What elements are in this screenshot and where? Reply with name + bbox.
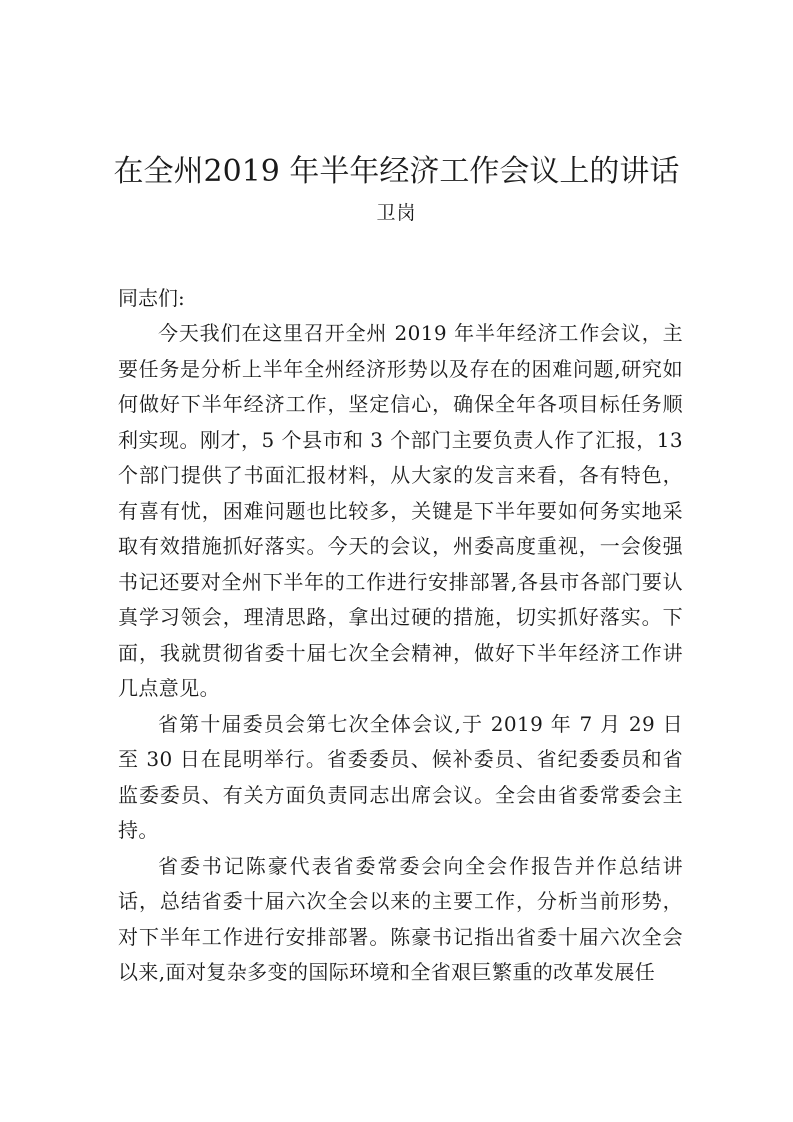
- salutation: 同志们:: [118, 286, 185, 310]
- speech-title: 在全州2019 年半年经济工作会议上的讲话: [113, 154, 680, 189]
- paragraph: 省第十届委员会第七次全体会议,于 2019 年 7 月 29 日至 30 日在昆明举行。省委委员、候补委员、省纪委委员和省监委委员、有关方面负责同志出席会议。全会由省委常委会主持。: [118, 711, 683, 842]
- paragraph: 今天我们在这里召开全州 2019 年半年经济工作会议，主要任务是分析上半年全州经济形势以及存在的困难问题,研究如何做好下半年经济工作，坚定信心，确保全年各项目标任务顺利实现。刚才，5 个县市和 3 个部门主要负责人作了汇报，13 个部门提供了书面汇报材料，从大家的发言来看，各有特色，有喜有忧，困难问题也比较多，关键是下半年要如何务实地采取有效措施抓好落实。今天的会议，州委高度重视，一会俊强书记还要对全州下半年的工作进行安排部署,各县市各部门要认真学习领会，理清思路，拿出过硬的措施，切实抓好落实。下面，我就贯彻省委十届七次全会精神，做好下半年经济工作讲几点意见。: [118, 321, 683, 700]
- author-name: 卫岗: [376, 202, 417, 224]
- speech-body: [118, 316, 683, 991]
- paragraph: 省委书记陈豪代表省委常委会向全会作报告并作总结讲话，总结省委十届六次全会以来的主要工作，分析当前形势，对下半年工作进行安排部署。陈豪书记指出省委十届六次全会以来,面对复杂多变的国际环境和全省艰巨繁重的改革发展任: [118, 853, 683, 984]
